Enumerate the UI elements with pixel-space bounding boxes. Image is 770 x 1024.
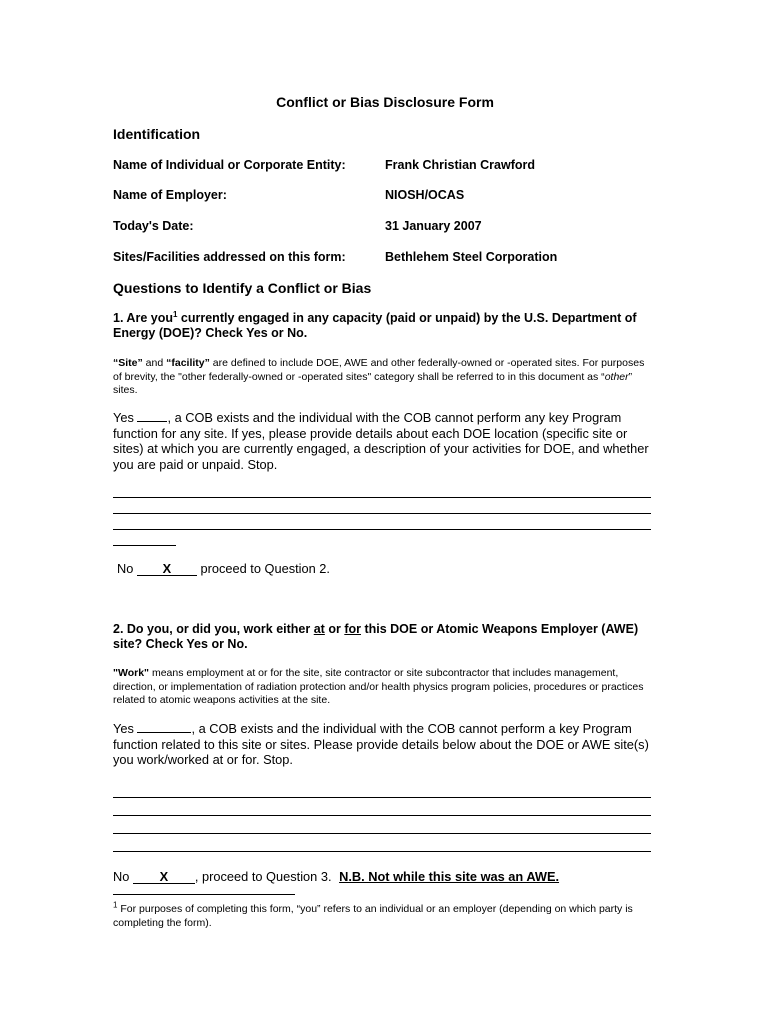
- q2-details-line-3[interactable]: [113, 833, 651, 834]
- footnote: $^1$ For purposes of completing this form, “you” refers to an individual or an employer (depending on which party is completing the form).: [113, 900, 633, 929]
- q1-no-option: No X proceed to Question 2.: [117, 561, 330, 576]
- q1-yes-blank[interactable]: [137, 421, 167, 422]
- q1-no-mark[interactable]: X: [137, 562, 197, 576]
- q2-no-option: No X , proceed to Question 3. N.B. Not while this site was an AWE.: [113, 869, 560, 884]
- q1-yes-option: Yes , a COB exists and the individual with the COB cannot perform any key Program function for any site. If yes, please provide details about each DOE location (specific site or sites) at which you are currently engaged, a description of your activities for DOE, and whether you are paid or unpaid. Stop.: [113, 410, 649, 472]
- page-title: Conflict or Bias Disclosure Form: [276, 94, 494, 110]
- q2-yes-option: Yes , a COB exists and the individual with the COB cannot perform a key Program function related to this site or sites. Please provide details below about the DOE or AWE site(s) you work/worked at or for. Stop.: [113, 721, 649, 767]
- footnote-mark: 1: [113, 900, 118, 910]
- q2-no-mark[interactable]: X: [133, 870, 195, 884]
- footnote-separator: [113, 894, 295, 895]
- q1-details-line-1[interactable]: [113, 497, 651, 498]
- q1-details-line-3[interactable]: [113, 529, 651, 530]
- sites-value: Bethlehem Steel Corporation: [385, 250, 558, 264]
- q1-details-line-2[interactable]: [113, 513, 651, 514]
- questions-heading: Questions to Identify a Conflict or Bias: [113, 280, 372, 296]
- question-1: 1. Are you$^1$ currently engaged in any capacity (paid or unpaid) by the U.S. Department of Energy (DOE)? Check Yes or No.: [113, 309, 637, 340]
- identification-heading: Identification: [113, 126, 201, 142]
- q2-yes-blank[interactable]: [137, 732, 191, 733]
- employer-value: NIOSH/OCAS: [385, 188, 465, 202]
- individual-name-value: Frank Christian Crawford: [385, 158, 536, 172]
- employer-label: Name of Employer:: [113, 188, 227, 202]
- individual-name-label: Name of Individual or Corporate Entity:: [113, 158, 346, 172]
- sites-label: Sites/Facilities addressed on this form:: [113, 250, 346, 264]
- question-2: 2. Do you, or did you, work either at or for this DOE or Atomic Weapons Employer (AWE) site? Check Yes or No.: [113, 622, 639, 651]
- site-facility-definition: “Site” and “facility” are defined to include DOE, AWE and other federally-owned or -operated sites. For purposes of brevity, the "other federally-owned or -operated sites" category shall be referred to in this document as “other” sites.: [113, 357, 645, 396]
- date-label: Today's Date:: [113, 219, 194, 233]
- q1-details-line-4[interactable]: [113, 545, 176, 546]
- work-definition: "Work" means employment at or for the site, site contractor or site subcontractor that includes management, direction, or implementation of radiation protection and/or health physics program policies, procedures or practices related to atomic weapons activities at the site.: [113, 667, 644, 706]
- footnote-ref: 1: [172, 309, 178, 319]
- q2-details-line-2[interactable]: [113, 815, 651, 816]
- nb-note: N.B. Not while this site was an AWE.: [339, 869, 560, 884]
- date-value: 31 January 2007: [385, 219, 482, 233]
- q2-details-line-4[interactable]: [113, 851, 651, 852]
- q2-details-line-1[interactable]: [113, 797, 651, 798]
